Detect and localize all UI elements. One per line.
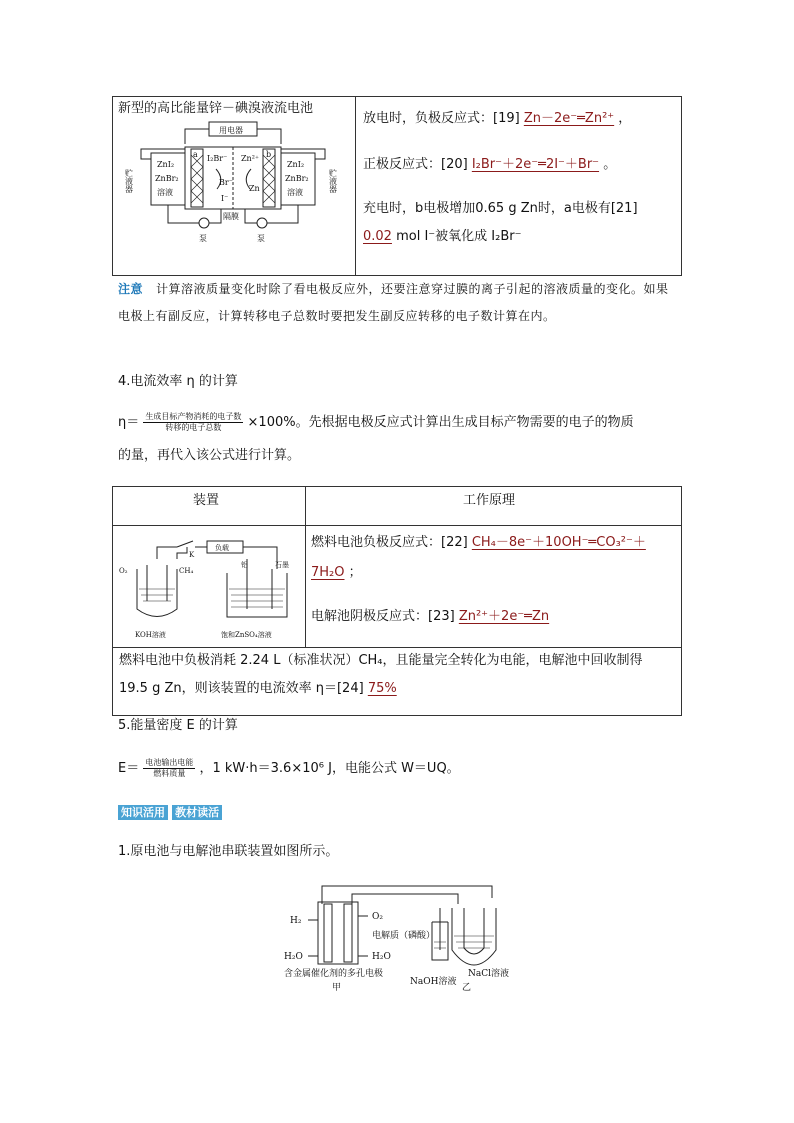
- battery-table: [112, 96, 682, 276]
- zinc-battery-diagram: [121, 119, 347, 261]
- positive-line: [363, 155, 616, 175]
- col-divider: [305, 487, 306, 647]
- charge-answer: 0.02: [363, 229, 392, 244]
- fig2-naoh-label: NaOH溶液: [410, 977, 457, 987]
- fig2-o2-label: O₂: [372, 912, 383, 922]
- discharge-prefix: 放电时，负极反应式：[19]: [363, 111, 520, 126]
- switch-k-label: K: [189, 551, 195, 559]
- fuel-answer-part2: 7H₂O: [311, 565, 345, 580]
- table-divider: [355, 97, 356, 275]
- charge-suffix: mol I⁻被氧化成 I₂Br⁻: [396, 229, 522, 244]
- section5-formula: [118, 758, 460, 779]
- section4-text2: 的量，再代入该公式进行计算。: [118, 448, 301, 463]
- charge-line1: 充电时，b电极增加0.65 g Zn时，a电极有[21]: [363, 201, 638, 216]
- device-label: 用电器: [219, 126, 243, 135]
- fig2-electrode-label: 含金属催化剂的多孔电极: [284, 969, 384, 979]
- energy-fraction: [143, 758, 195, 779]
- tag-group: [118, 804, 222, 820]
- fig2-h2-label: H₂: [290, 916, 302, 926]
- fig2-yi-label: 乙: [462, 983, 472, 993]
- efficiency-answer: 75%: [367, 681, 397, 696]
- tag-textbook: 教材读活: [172, 805, 222, 820]
- fig2-electrolyte-label: 电解质（磷酸）: [372, 931, 436, 941]
- efficiency-line2: [119, 679, 397, 699]
- tag-knowledge: 知识活用: [118, 805, 168, 820]
- energy-fraction-numerator: 电池输出电能: [145, 758, 194, 767]
- positive-suffix: 。: [603, 157, 617, 172]
- eta-symbol: η＝: [118, 415, 140, 430]
- br-label: Br⁻: [219, 178, 233, 187]
- fig2-nacl-label: NaCl溶液: [468, 969, 510, 979]
- positive-answer: I₂Br⁻＋2e⁻═2I⁻＋Br⁻: [471, 157, 600, 172]
- note-text: 计算溶液质量变化时除了看电极反应外，还要注意穿过膜的离子引起的溶液质量的变化。如果电极上有副反应，计算转移电子总数时要把发生副反应转移的电子数计算在内。: [118, 282, 669, 323]
- header-divider: [113, 525, 681, 526]
- series-cell-diagram: [280, 880, 520, 1006]
- fuel-suffix: ；: [348, 565, 362, 580]
- charge-line2: [363, 227, 521, 247]
- pump-right-label: 泵: [257, 234, 265, 243]
- discharge-answer: Zn－2e⁻═Zn²⁺: [523, 111, 615, 126]
- left-solution-line2: ZnBr₂: [155, 174, 179, 183]
- i-label: I⁻: [221, 194, 229, 203]
- right-solution-line2: ZnBr₂: [285, 174, 309, 183]
- electrode-b-label: b: [266, 150, 272, 159]
- fuel-line1: [311, 533, 646, 553]
- al-label: 铝: [241, 561, 248, 569]
- electrode-a-label: a: [193, 150, 198, 159]
- zn-label: Zn: [249, 184, 260, 193]
- question1-text: 1.原电池与电解池串联装置如图所示。: [118, 844, 339, 859]
- efficiency-fraction: [143, 412, 243, 433]
- fig2-h2o-left-label: H₂O: [284, 952, 303, 962]
- note-label: 注意: [118, 282, 144, 296]
- i2br-label: I₂Br⁻: [207, 154, 228, 163]
- graphite-label: 石墨: [275, 561, 289, 569]
- znso4-label: 饱和ZnSO₄溶液: [221, 631, 272, 639]
- col-header-principle: 工作原理: [463, 493, 516, 508]
- load-label: 负载: [215, 544, 229, 552]
- fuel-line2: [311, 563, 362, 583]
- fig2-jia-label: 甲: [332, 983, 342, 993]
- note-block: [118, 276, 672, 330]
- work-table: [112, 486, 682, 716]
- store-right-label: 贮液器: [328, 169, 338, 193]
- fig2-h2o-right-label: H₂O: [372, 952, 391, 962]
- o2-label: O₂: [119, 567, 128, 575]
- fuel-answer-part1: CH₄－8e⁻＋10OH⁻═CO₃²⁻＋: [471, 535, 646, 550]
- pump-left-label: 泵: [199, 234, 207, 243]
- fraction-denominator: 转移的电子总数: [165, 423, 222, 432]
- left-solution-line1: ZnI₂: [157, 160, 175, 169]
- section5-text: ，1 kW·h＝3.6×10⁶ J，电能公式 W＝UQ。: [199, 761, 460, 776]
- section4-formula: [118, 412, 684, 433]
- energy-fraction-denominator: 燃料质量: [153, 769, 186, 778]
- store-left-label: 贮液器: [124, 169, 134, 193]
- efficiency-line1: 燃料电池中负极消耗 2.24 L（标准状况）CH₄，且能量完全转化为电能，电解池中回收制得: [119, 653, 643, 668]
- positive-prefix: 正极反应式：[20]: [363, 157, 468, 172]
- zn2-label: Zn²⁺: [241, 154, 260, 163]
- ch4-label: CH₄: [179, 567, 194, 575]
- discharge-suffix: ，: [618, 111, 632, 126]
- section5-heading: 5.能量密度 E 的计算: [118, 718, 238, 733]
- membrane-label: 隔膜: [223, 212, 239, 221]
- battery-title: 新型的高比能量锌－碘溴液流电池: [118, 101, 314, 116]
- fuel-cell-diagram: [117, 529, 303, 645]
- right-solution-line3: 溶液: [287, 188, 303, 197]
- electrolysis-prefix: 电解池阴极反应式：[23]: [311, 609, 455, 624]
- right-solution-line1: ZnI₂: [287, 160, 305, 169]
- col-header-device: 装置: [193, 493, 220, 508]
- efficiency-prefix: 19.5 g Zn，则该装置的电流效率 η＝[24]: [119, 681, 364, 696]
- section4-text1: ×100%。先根据电极反应式计算出生成目标产物需要的电子的物质: [247, 415, 634, 430]
- section4-heading: 4.电流效率 η 的计算: [118, 374, 238, 389]
- fuel-prefix: 燃料电池负极反应式：[22]: [311, 535, 468, 550]
- e-symbol: E＝: [118, 761, 140, 776]
- left-solution-line3: 溶液: [157, 188, 173, 197]
- fraction-numerator: 生成目标产物消耗的电子数: [145, 412, 242, 421]
- discharge-line: [363, 109, 631, 129]
- koh-label: KOH溶液: [135, 631, 166, 639]
- electrolysis-line: [311, 607, 549, 627]
- electrolysis-answer: Zn²⁺＋2e⁻═Zn: [458, 609, 550, 624]
- row-divider: [113, 647, 681, 648]
